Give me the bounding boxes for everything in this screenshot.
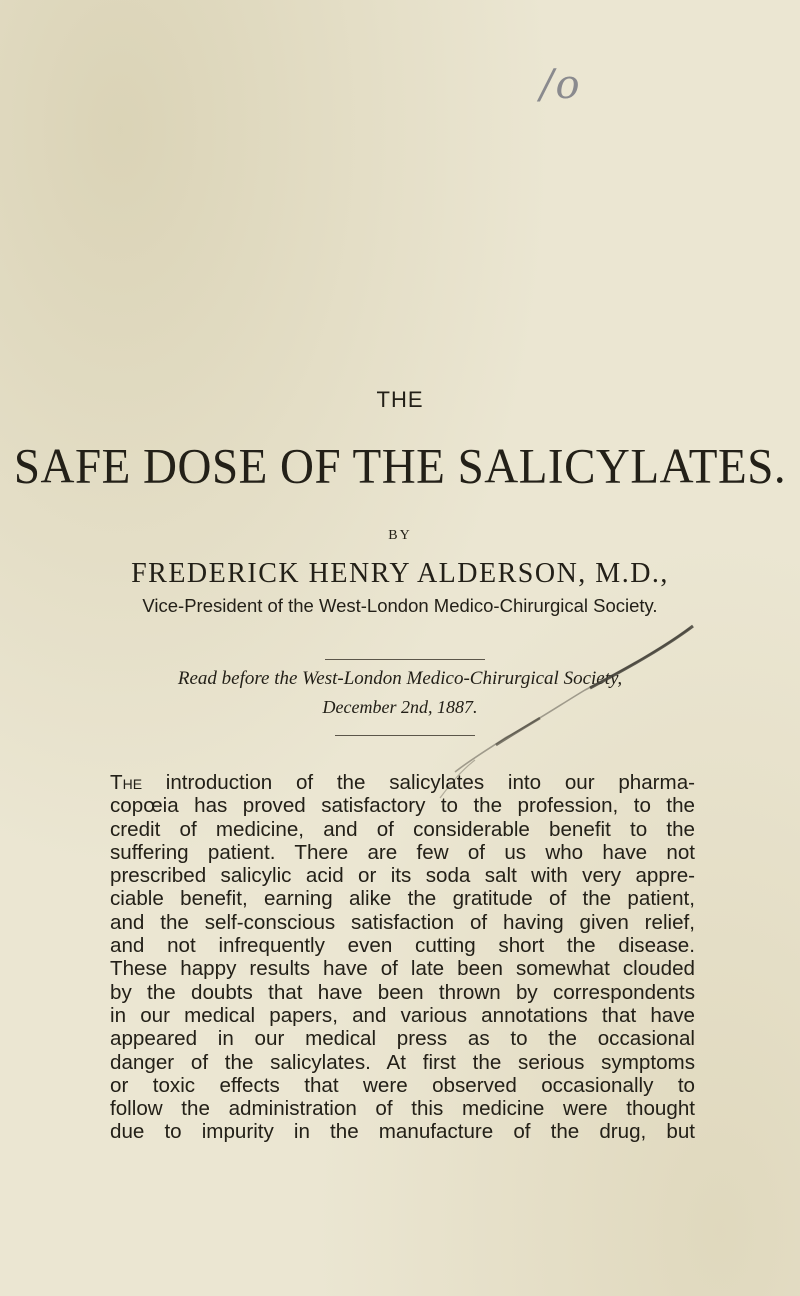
author-name: FREDERICK HENRY ALDERSON, M.D., (131, 558, 669, 589)
text-line: prescribed salicylic acid or its soda salt with very appre- (110, 864, 695, 888)
text-line: and not infrequently even cutting short the disease. (110, 934, 695, 958)
body-paragraph (110, 771, 695, 1144)
text-line: by the doubts that have been thrown by correspondents (110, 980, 695, 1004)
author-affiliation: Vice-President of the West-London Medico-Chirurgical Society. (142, 595, 658, 616)
reading-date: December 2nd, 1887. (322, 697, 478, 717)
text-line: in our medical papers, and various annotations that have (110, 1003, 695, 1027)
text-line: suffering patient. There are few of us who have not (110, 840, 695, 864)
text-line: or toxic effects that were observed occasionally to (110, 1073, 695, 1097)
lead-word: The (110, 771, 143, 794)
handwritten-page-number: /o (540, 62, 582, 108)
text-line: and the self-conscious satisfaction of having given relief, (110, 910, 695, 934)
text-line: ciable benefit, earning alike the gratitude of the patient, (110, 887, 695, 911)
title-article: THE (376, 387, 424, 412)
read-before-note: Read before the West-London Medico-Chirurgical Society, (177, 668, 623, 689)
document-title: SAFE DOSE OF THE SALICYLATES. (13, 439, 787, 495)
text-line: These happy results have of late been somewhat clouded (110, 957, 695, 981)
text-line: follow the administration of this medicine were thought (110, 1097, 695, 1121)
text-line: The introduction of the salicylates into our pharma- (110, 771, 695, 794)
byline-label: BY (388, 528, 412, 543)
text-line: copœia has proved satisfactory to the profession, to the (110, 794, 695, 818)
text-line: credit of medicine, and of considerable benefit to the (110, 817, 695, 841)
text-line: due to impurity in the manufacture of the drug, but (110, 1120, 695, 1144)
text-line: appeared in our medical press as to the occasional (110, 1027, 695, 1051)
text-line: danger of the salicylates. At first the serious symptoms (110, 1050, 695, 1074)
